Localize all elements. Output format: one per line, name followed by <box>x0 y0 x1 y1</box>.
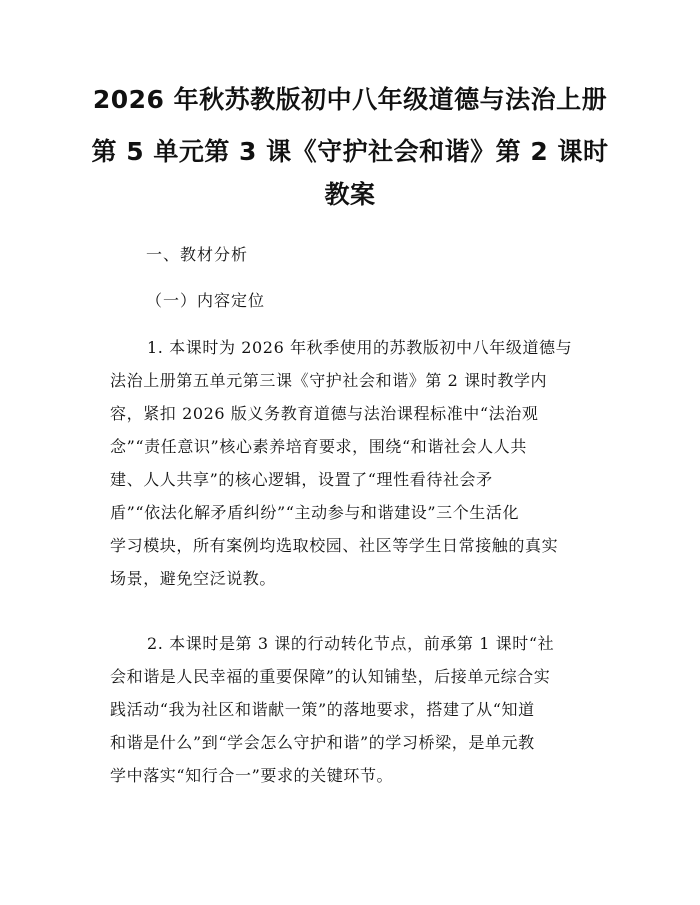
document-title-line-3: 教案 <box>324 180 376 209</box>
paragraph-line: 1. 本课时为 2026 年秋季使用的苏教版初中八年级道德与 <box>147 338 573 357</box>
paragraph-line: 学习模块，所有案例均选取校园、社区等学生日常接触的真实 <box>110 536 559 555</box>
paragraph-line: 场景，避免空泛说教。 <box>110 569 277 588</box>
paragraph-line: 念”“责任意识”核心素养培育要求，围绕“和谐社会人人共 <box>110 437 527 456</box>
paragraph-2 <box>110 627 594 792</box>
paragraph-line: 学中落实“知行合一”要求的关键环节。 <box>110 766 394 785</box>
document-title-line-1: 2026 年秋苏教版初中八年级道德与法治上册 <box>92 85 608 114</box>
paragraph-line: 践活动“我为社区和谐献一策”的落地要求，搭建了从“知道 <box>110 700 535 719</box>
paragraph-line: 法治上册第五单元第三课《守护社会和谐》第 2 课时教学内 <box>110 371 548 390</box>
paragraph-line: 盾”“依法化解矛盾纠纷”“主动参与和谐建设”三个生活化 <box>110 503 520 522</box>
paragraph-line: 2. 本课时是第 3 课的行动转化节点，前承第 1 课时“社 <box>147 634 555 653</box>
document-title-line-2: 第 5 单元第 3 课《守护社会和谐》第 2 课时 <box>91 137 609 166</box>
paragraph-line: 会和谐是人民幸福的重要保障”的认知铺垫，后接单元综合实 <box>110 667 551 686</box>
subsection-heading: （一）内容定位 <box>146 291 266 310</box>
paragraph-1 <box>110 331 594 595</box>
section-heading: 一、教材分析 <box>146 245 249 264</box>
paragraph-line: 容，紧扣 2026 版义务教育道德与法治课程标准中“法治观 <box>110 404 539 423</box>
paragraph-line: 建、人人共享”的核心逻辑，设置了“理性看待社会矛 <box>110 470 493 489</box>
paragraph-line: 和谐是什么”到“学会怎么守护和谐”的学习桥梁，是单元教 <box>110 733 535 752</box>
